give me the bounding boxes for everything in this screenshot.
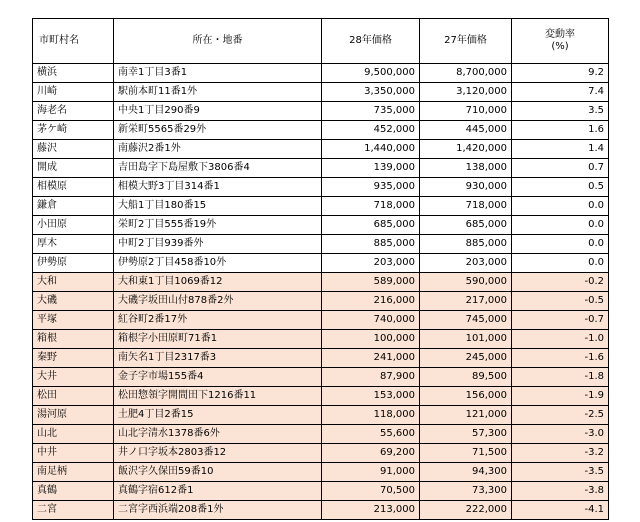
change-rate-cell: 3.5: [512, 102, 609, 121]
price-27-cell: 121,000: [420, 406, 512, 425]
table-row: [33, 64, 609, 83]
price-28-cell: 55,600: [322, 425, 420, 444]
table-row: [33, 330, 609, 349]
municipality-cell: 湯河原: [33, 406, 114, 425]
municipality-cell: 二宮: [33, 501, 114, 520]
table-row: [33, 273, 609, 292]
location-cell: 松田惣領字開間田下1216番11: [114, 387, 322, 406]
location-cell: 駅前本町11番1外: [114, 83, 322, 102]
change-rate-cell: -1.0: [512, 330, 609, 349]
change-rate-cell: -0.7: [512, 311, 609, 330]
table-row: [33, 292, 609, 311]
municipality-cell: 川崎: [33, 83, 114, 102]
table-row: [33, 197, 609, 216]
price-27-cell: 217,000: [420, 292, 512, 311]
change-rate-cell: -1.8: [512, 368, 609, 387]
price-27-cell: 94,300: [420, 463, 512, 482]
change-rate-cell: 0.0: [512, 197, 609, 216]
location-cell: 紅谷町2番17外: [114, 311, 322, 330]
price-28-cell: 91,000: [322, 463, 420, 482]
table-row: [33, 463, 609, 482]
price-28-cell: 241,000: [322, 349, 420, 368]
table-row: [33, 387, 609, 406]
price-28-cell: 885,000: [322, 235, 420, 254]
table-row: [33, 482, 609, 501]
price-27-cell: 710,000: [420, 102, 512, 121]
municipality-cell: 大磯: [33, 292, 114, 311]
change-rate-cell: 0.0: [512, 216, 609, 235]
table-row: [33, 254, 609, 273]
change-rate-cell: 0.0: [512, 254, 609, 273]
price-27-cell: 590,000: [420, 273, 512, 292]
municipality-cell: 小田原: [33, 216, 114, 235]
table-row: [33, 349, 609, 368]
table-row: [33, 501, 609, 520]
header-municipality: 市町村名: [33, 19, 114, 64]
location-cell: 南藤沢2番1外: [114, 140, 322, 159]
location-cell: 土肥4丁目2番15: [114, 406, 322, 425]
location-cell: 井ノ口字坂本2803番12: [114, 444, 322, 463]
price-28-cell: 740,000: [322, 311, 420, 330]
price-27-cell: 57,300: [420, 425, 512, 444]
price-28-cell: 100,000: [322, 330, 420, 349]
change-rate-cell: 0.5: [512, 178, 609, 197]
municipality-cell: 秦野: [33, 349, 114, 368]
municipality-cell: 平塚: [33, 311, 114, 330]
table-row: [33, 368, 609, 387]
change-rate-cell: -3.0: [512, 425, 609, 444]
municipality-cell: 茅ケ崎: [33, 121, 114, 140]
municipality-cell: 中井: [33, 444, 114, 463]
header-change-rate-unit: (%): [551, 41, 569, 52]
price-28-cell: 216,000: [322, 292, 420, 311]
header-price-27: 27年価格: [420, 19, 512, 64]
location-cell: 伊勢原2丁目458番10外: [114, 254, 322, 273]
price-27-cell: 71,500: [420, 444, 512, 463]
price-28-cell: 718,000: [322, 197, 420, 216]
price-27-cell: 8,700,000: [420, 64, 512, 83]
table-row: [33, 425, 609, 444]
price-28-cell: 213,000: [322, 501, 420, 520]
location-cell: 真鶴字宿612番1: [114, 482, 322, 501]
price-27-cell: 718,000: [420, 197, 512, 216]
header-price-28: 28年価格: [322, 19, 420, 64]
location-cell: 大和東1丁目1069番12: [114, 273, 322, 292]
table-row: [33, 235, 609, 254]
price-27-cell: 745,000: [420, 311, 512, 330]
municipality-cell: 大和: [33, 273, 114, 292]
change-rate-cell: 1.4: [512, 140, 609, 159]
price-27-cell: 203,000: [420, 254, 512, 273]
location-cell: 栄町2丁目555番19外: [114, 216, 322, 235]
price-27-cell: 885,000: [420, 235, 512, 254]
change-rate-cell: -3.2: [512, 444, 609, 463]
price-27-cell: 101,000: [420, 330, 512, 349]
table-row: [33, 216, 609, 235]
price-28-cell: 935,000: [322, 178, 420, 197]
price-27-cell: 445,000: [420, 121, 512, 140]
price-27-cell: 930,000: [420, 178, 512, 197]
price-28-cell: 685,000: [322, 216, 420, 235]
municipality-cell: 開成: [33, 159, 114, 178]
price-28-cell: 9,500,000: [322, 64, 420, 83]
change-rate-cell: 1.6: [512, 121, 609, 140]
price-27-cell: 222,000: [420, 501, 512, 520]
location-cell: 大船1丁目180番15: [114, 197, 322, 216]
change-rate-cell: -2.5: [512, 406, 609, 425]
price-27-cell: 156,000: [420, 387, 512, 406]
location-cell: 山北字清水1378番6外: [114, 425, 322, 444]
price-28-cell: 452,000: [322, 121, 420, 140]
header-change-rate-label: 変動率: [545, 28, 575, 40]
location-cell: 二宮字西浜端208番1外: [114, 501, 322, 520]
price-27-cell: 138,000: [420, 159, 512, 178]
change-rate-cell: 0.0: [512, 235, 609, 254]
location-cell: 箱根字小田原町71番1: [114, 330, 322, 349]
table-row: [33, 311, 609, 330]
table-row: [33, 444, 609, 463]
municipality-cell: 藤沢: [33, 140, 114, 159]
table-row: [33, 102, 609, 121]
change-rate-cell: -3.8: [512, 482, 609, 501]
change-rate-cell: -1.9: [512, 387, 609, 406]
municipality-cell: 相模原: [33, 178, 114, 197]
location-cell: 吉田島字下島屋敷下3806番4: [114, 159, 322, 178]
price-27-cell: 1,420,000: [420, 140, 512, 159]
table-row: [33, 159, 609, 178]
municipality-cell: 大井: [33, 368, 114, 387]
location-cell: 大磯字坂田山付878番2外: [114, 292, 322, 311]
change-rate-cell: 7.4: [512, 83, 609, 102]
price-27-cell: 73,300: [420, 482, 512, 501]
change-rate-cell: 9.2: [512, 64, 609, 83]
location-cell: 飯沢字久保田59番10: [114, 463, 322, 482]
municipality-cell: 山北: [33, 425, 114, 444]
municipality-cell: 鎌倉: [33, 197, 114, 216]
price-28-cell: 203,000: [322, 254, 420, 273]
change-rate-cell: -0.5: [512, 292, 609, 311]
municipality-cell: 伊勢原: [33, 254, 114, 273]
location-cell: 南矢名1丁目2317番3: [114, 349, 322, 368]
municipality-cell: 南足柄: [33, 463, 114, 482]
table-row: [33, 83, 609, 102]
change-rate-cell: -3.5: [512, 463, 609, 482]
location-cell: 新栄町5565番29外: [114, 121, 322, 140]
price-28-cell: 589,000: [322, 273, 420, 292]
price-28-cell: 139,000: [322, 159, 420, 178]
table-row: [33, 178, 609, 197]
land-price-table: [32, 18, 609, 520]
header-location: 所在・地番: [114, 19, 322, 64]
price-27-cell: 3,120,000: [420, 83, 512, 102]
price-28-cell: 118,000: [322, 406, 420, 425]
municipality-cell: 海老名: [33, 102, 114, 121]
location-cell: 中央1丁目290番9: [114, 102, 322, 121]
change-rate-cell: 0.7: [512, 159, 609, 178]
price-27-cell: 685,000: [420, 216, 512, 235]
price-27-cell: 89,500: [420, 368, 512, 387]
change-rate-cell: -4.1: [512, 501, 609, 520]
municipality-cell: 箱根: [33, 330, 114, 349]
header-change-rate: [512, 19, 609, 64]
municipality-cell: 厚木: [33, 235, 114, 254]
change-rate-cell: -0.2: [512, 273, 609, 292]
price-27-cell: 245,000: [420, 349, 512, 368]
municipality-cell: 松田: [33, 387, 114, 406]
location-cell: 中町2丁目939番外: [114, 235, 322, 254]
table-row: [33, 140, 609, 159]
table-row: [33, 406, 609, 425]
municipality-cell: 横浜: [33, 64, 114, 83]
municipality-cell: 真鶴: [33, 482, 114, 501]
location-cell: 相模大野3丁目314番1: [114, 178, 322, 197]
price-28-cell: 87,900: [322, 368, 420, 387]
price-28-cell: 1,440,000: [322, 140, 420, 159]
location-cell: 南幸1丁目3番1: [114, 64, 322, 83]
header-row: [33, 19, 609, 64]
price-28-cell: 3,350,000: [322, 83, 420, 102]
price-28-cell: 735,000: [322, 102, 420, 121]
table-row: [33, 121, 609, 140]
price-28-cell: 69,200: [322, 444, 420, 463]
location-cell: 金子字市場155番4: [114, 368, 322, 387]
change-rate-cell: -1.6: [512, 349, 609, 368]
price-28-cell: 153,000: [322, 387, 420, 406]
price-28-cell: 70,500: [322, 482, 420, 501]
